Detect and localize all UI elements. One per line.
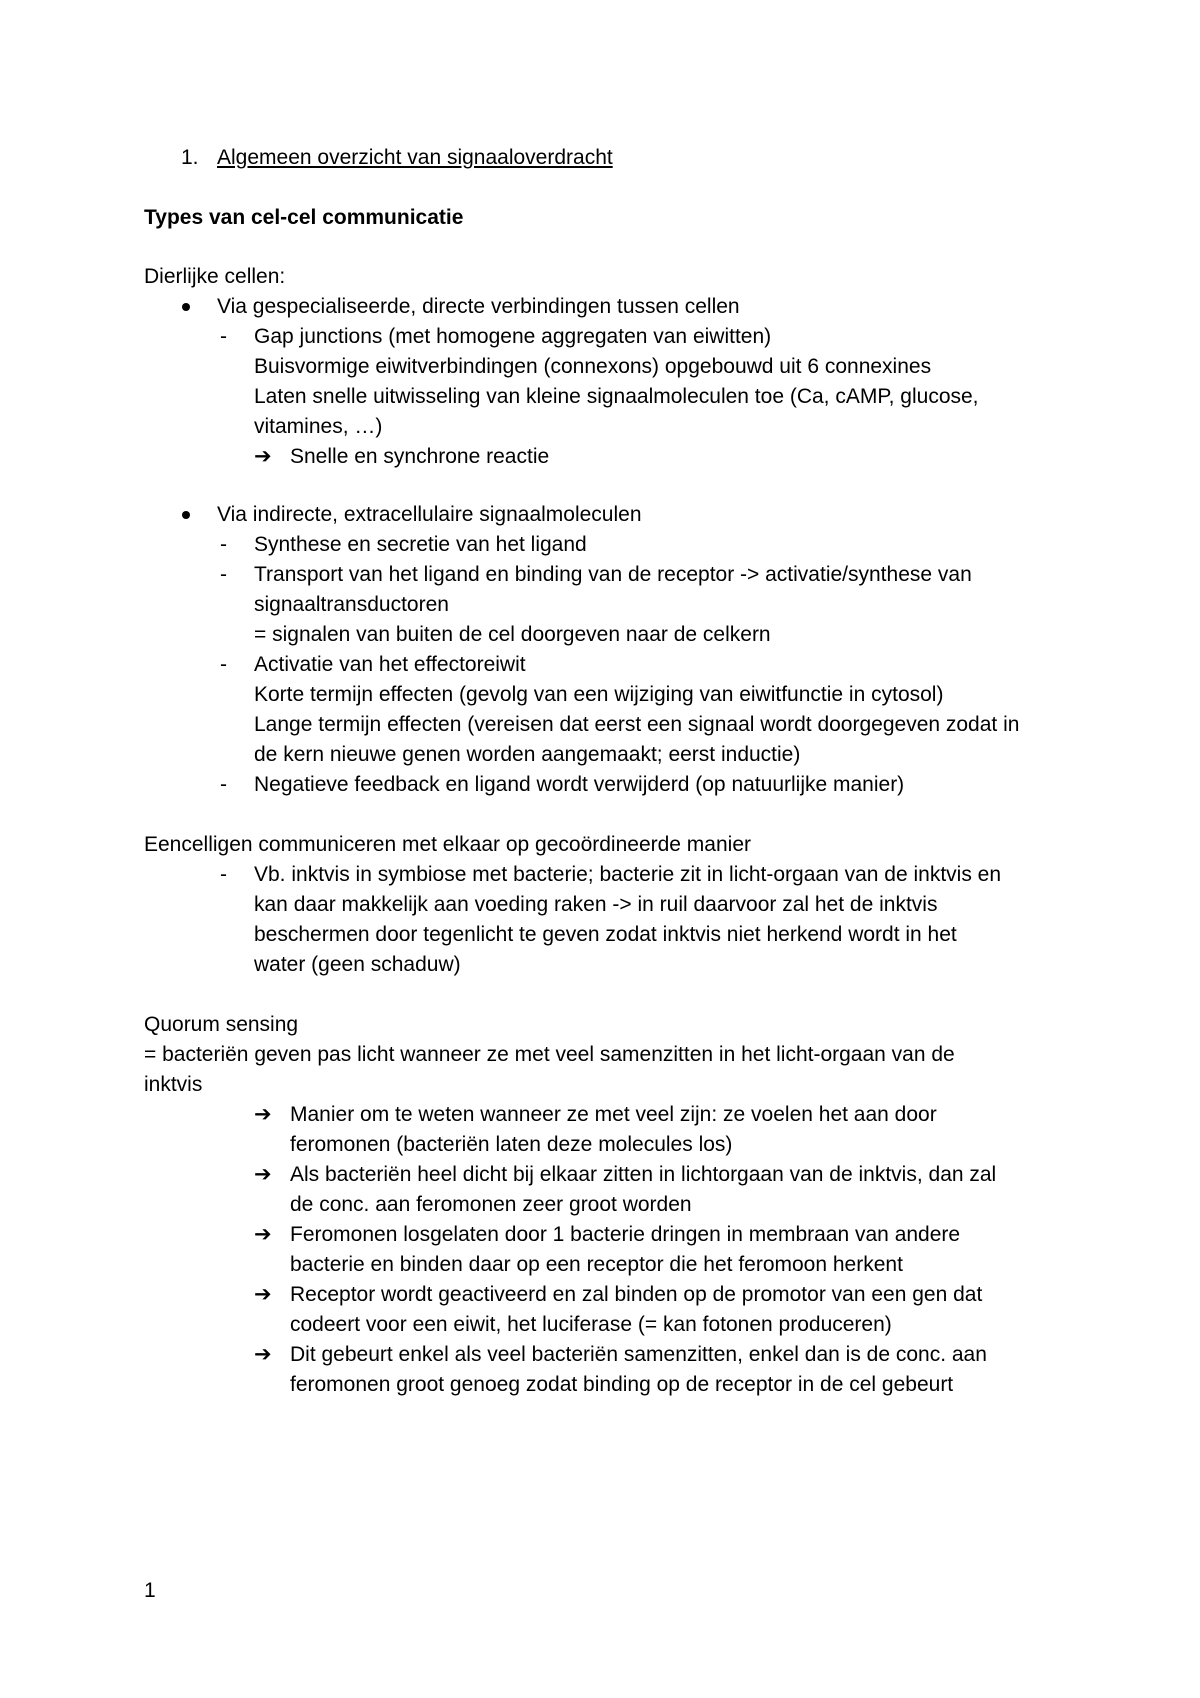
- bullet-2-text: Via indirecte, extracellulaire signaalmoleculen: [217, 503, 642, 526]
- list-item-cont: vitamines, …): [254, 415, 383, 438]
- animal-cells-title: Dierlijke cellen:: [144, 265, 286, 288]
- list-item: Activatie van het effectoreiwit: [254, 653, 526, 676]
- list-item-cont: signaaltransductoren: [254, 593, 449, 616]
- dash-marker: -: [220, 563, 227, 586]
- list-item-cont: Laten snelle uitwisseling van kleine signaalmoleculen toe (Ca, cAMP, glucose,: [254, 385, 979, 408]
- arrow-item: Als bacteriën heel dicht bij elkaar zitten in lichtorgaan van de inktvis, dan zal: [290, 1163, 997, 1186]
- arrow-icon: ➔: [254, 1283, 272, 1306]
- page-number: 1: [144, 1579, 156, 1602]
- arrow-item-cont: feromonen (bacteriën laten deze molecules los): [290, 1133, 733, 1156]
- dash-marker: -: [220, 533, 227, 556]
- section-subheading: Types van cel-cel communicatie: [144, 206, 464, 229]
- arrow-item-cont: de conc. aan feromonen zeer groot worden: [290, 1193, 692, 1216]
- arrow-item: Receptor wordt geactiveerd en zal binden op de promotor van een gen dat: [290, 1283, 983, 1306]
- bullet-1-text: Via gespecialiseerde, directe verbindingen tussen cellen: [217, 295, 740, 318]
- quorum-title: Quorum sensing: [144, 1013, 299, 1036]
- bullet-dot-icon: [182, 292, 190, 321]
- list-item: Transport van het ligand en binding van de receptor -> activatie/synthese van: [254, 563, 972, 586]
- quorum-definition: = bacteriën geven pas licht wanneer ze met veel samenzitten in het licht-orgaan van de: [144, 1043, 955, 1066]
- bullet-dot-icon: [182, 500, 190, 529]
- arrow-item: Snelle en synchrone reactie: [290, 445, 550, 468]
- list-item-cont: water (geen schaduw): [254, 953, 461, 976]
- list-item-cont: Korte termijn effecten (gevolg van een wijziging van eiwitfunctie in cytosol): [254, 683, 944, 706]
- arrow-item: Manier om te weten wanneer ze met veel zijn: ze voelen het aan door: [290, 1103, 937, 1126]
- arrow-item: Feromonen losgelaten door 1 bacterie dringen in membraan van andere: [290, 1223, 961, 1246]
- list-item: Gap junctions (met homogene aggregaten van eiwitten): [254, 325, 772, 348]
- list-item-cont: de kern nieuwe genen worden aangemaakt; eerst inductie): [254, 743, 801, 766]
- heading-number: 1.: [181, 146, 199, 169]
- arrow-item-cont: feromonen groot genoeg zodat binding op de receptor in de cel gebeurt: [290, 1373, 954, 1396]
- arrow-icon: ➔: [254, 1223, 272, 1246]
- arrow-item-cont: codeert voor een eiwit, het luciferase (= kan fotonen produceren): [290, 1313, 892, 1336]
- page-title: Algemeen overzicht van signaaloverdracht: [217, 146, 613, 169]
- list-item-cont: Lange termijn effecten (vereisen dat eerst een signaal wordt doorgegeven zodat in: [254, 713, 1020, 736]
- arrow-item-cont: bacterie en binden daar op een receptor die het feromoon herkent: [290, 1253, 903, 1276]
- list-item: Negatieve feedback en ligand wordt verwijderd (op natuurlijke manier): [254, 773, 905, 796]
- list-item-cont: beschermen door tegenlicht te geven zodat inktvis niet herkend wordt in het: [254, 923, 957, 946]
- list-item-cont: kan daar makkelijk aan voeding raken -> in ruil daarvoor zal het de inktvis: [254, 893, 938, 916]
- arrow-icon: ➔: [254, 1163, 272, 1186]
- dash-marker: -: [220, 653, 227, 676]
- arrow-icon: ➔: [254, 1103, 272, 1126]
- arrow-item: Dit gebeurt enkel als veel bacteriën samenzitten, enkel dan is de conc. aan: [290, 1343, 987, 1366]
- list-item: Synthese en secretie van het ligand: [254, 533, 587, 556]
- quorum-definition-cont: inktvis: [144, 1073, 203, 1096]
- list-item-cont: Buisvormige eiwitverbindingen (connexons) opgebouwd uit 6 connexines: [254, 355, 932, 378]
- arrow-icon: ➔: [254, 1343, 272, 1366]
- list-item: Vb. inktvis in symbiose met bacterie; bacterie zit in licht-orgaan van de inktvis en: [254, 863, 1002, 886]
- dash-marker: -: [220, 325, 227, 348]
- arrow-icon: ➔: [254, 445, 272, 468]
- list-item-cont: = signalen van buiten de cel doorgeven naar de celkern: [254, 623, 771, 646]
- dash-marker: -: [220, 773, 227, 796]
- dash-marker: -: [220, 863, 227, 886]
- unicellular-title: Eencelligen communiceren met elkaar op gecoördineerde manier: [144, 833, 752, 856]
